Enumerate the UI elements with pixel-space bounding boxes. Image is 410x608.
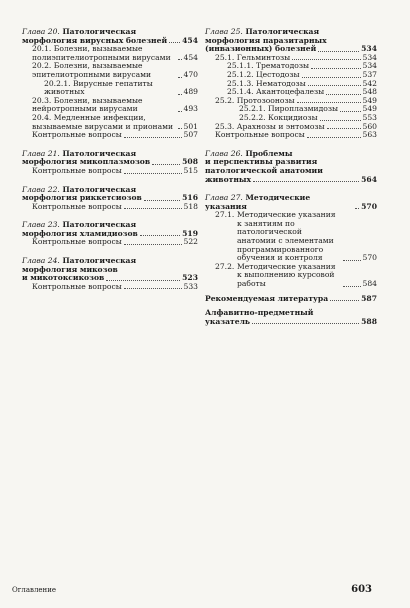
toc-entry: 20.3. Болезни, вызываемые нейротропными вирусами 493 [32,95,198,114]
page-number: 603 [351,584,372,595]
chapter-20-heading: Глава 20. Патологическая морфология вирусных болезней 454 [22,27,198,45]
toc-right-column [205,28,377,326]
subject-index: Алфавитно-предметный указатель 588 [205,308,377,326]
toc-entry: 20.4. Медленные инфекции, вызываемые вирусами и прионами 501 [32,112,198,131]
toc-entry-questions: Контрольные вопросы 563 [215,130,377,140]
chapter-20 [22,28,198,140]
toc-entry: 25.1.2. Цестодозы 537 [227,69,377,79]
toc-entry: 25.1. Гельминтозы 534 [215,52,377,62]
chapter-27 [205,194,377,289]
chapter-23 [22,221,198,247]
toc-entry: 25.1.3. Нематодозы 542 [227,78,377,88]
chapter-27-heading: Глава 27. Методические указания 570 [205,193,377,211]
toc-entry: 25.2. Протозоонозы 549 [215,95,377,105]
toc-entry-questions: Контрольные вопросы 515 [32,165,198,175]
chapter-25-heading: Глава 25. Патологическая морфология паразитарных (инвазионных) болезней 534 [205,27,377,54]
toc-entry: 27.1. Методические указания к занятиям по патологической анатомии с элементами программированного обучения и контроля 570 [215,210,377,263]
toc-entry: 20.1. Болезни, вызываемые полиэпителиотропными вирусами 454 [32,44,198,62]
toc-entry: 25.1.1. Трематодозы 534 [227,61,377,71]
toc-entry: 25.1.4. Акантоцефалезы 548 [227,87,377,97]
toc-entry-questions: Контрольные вопросы 533 [32,281,198,291]
chapter-24 [22,257,198,291]
chapter-21-heading: Глава 21. Патологическая морфология микоплазмозов 508 [22,148,198,167]
toc-left-column [22,28,198,291]
toc-entry-questions: Контрольные вопросы 507 [32,130,198,140]
toc-entry-questions: Контрольные вопросы 522 [32,237,198,247]
toc-entry: 20.2.1. Вирусные гепатиты животных 489 [44,78,198,97]
chapter-26-heading: Глава 26. Проблемы и перспективы развития патологической анатомии животных 564 [205,148,377,184]
chapter-25 [205,28,377,140]
page-footer [12,586,372,594]
toc-entry: 25.2.2. Кокцидиозы 553 [239,112,377,122]
toc-entry: 25.3. Арахнозы и энтомозы 560 [215,121,377,131]
toc-entry: 27.2. Методические указания к выполнению курсовой работы 584 [215,261,377,289]
recommended-literature: Рекомендуемая литература 587 [205,293,377,303]
chapter-24-heading: Глава 24. Патологическая морфология микозов и микотоксикозов 523 [22,256,198,283]
footer-section-title: Оглавление [12,586,57,594]
toc-entry-questions: Контрольные вопросы 518 [32,201,198,211]
toc-entry: 25.2.1. Пироплазмидозы 549 [239,104,377,114]
chapter-22 [22,186,198,212]
toc-entry: 20.2. Болезни, вызываемые эпителиотропными вирусами 470 [32,61,198,79]
chapter-23-heading: Глава 23. Патологическая морфология хламидиозов 519 [22,220,198,238]
chapter-21 [22,150,198,176]
chapter-26 [205,150,377,184]
chapter-22-heading: Глава 22. Патологическая морфология риккетсиозов 516 [22,184,198,203]
